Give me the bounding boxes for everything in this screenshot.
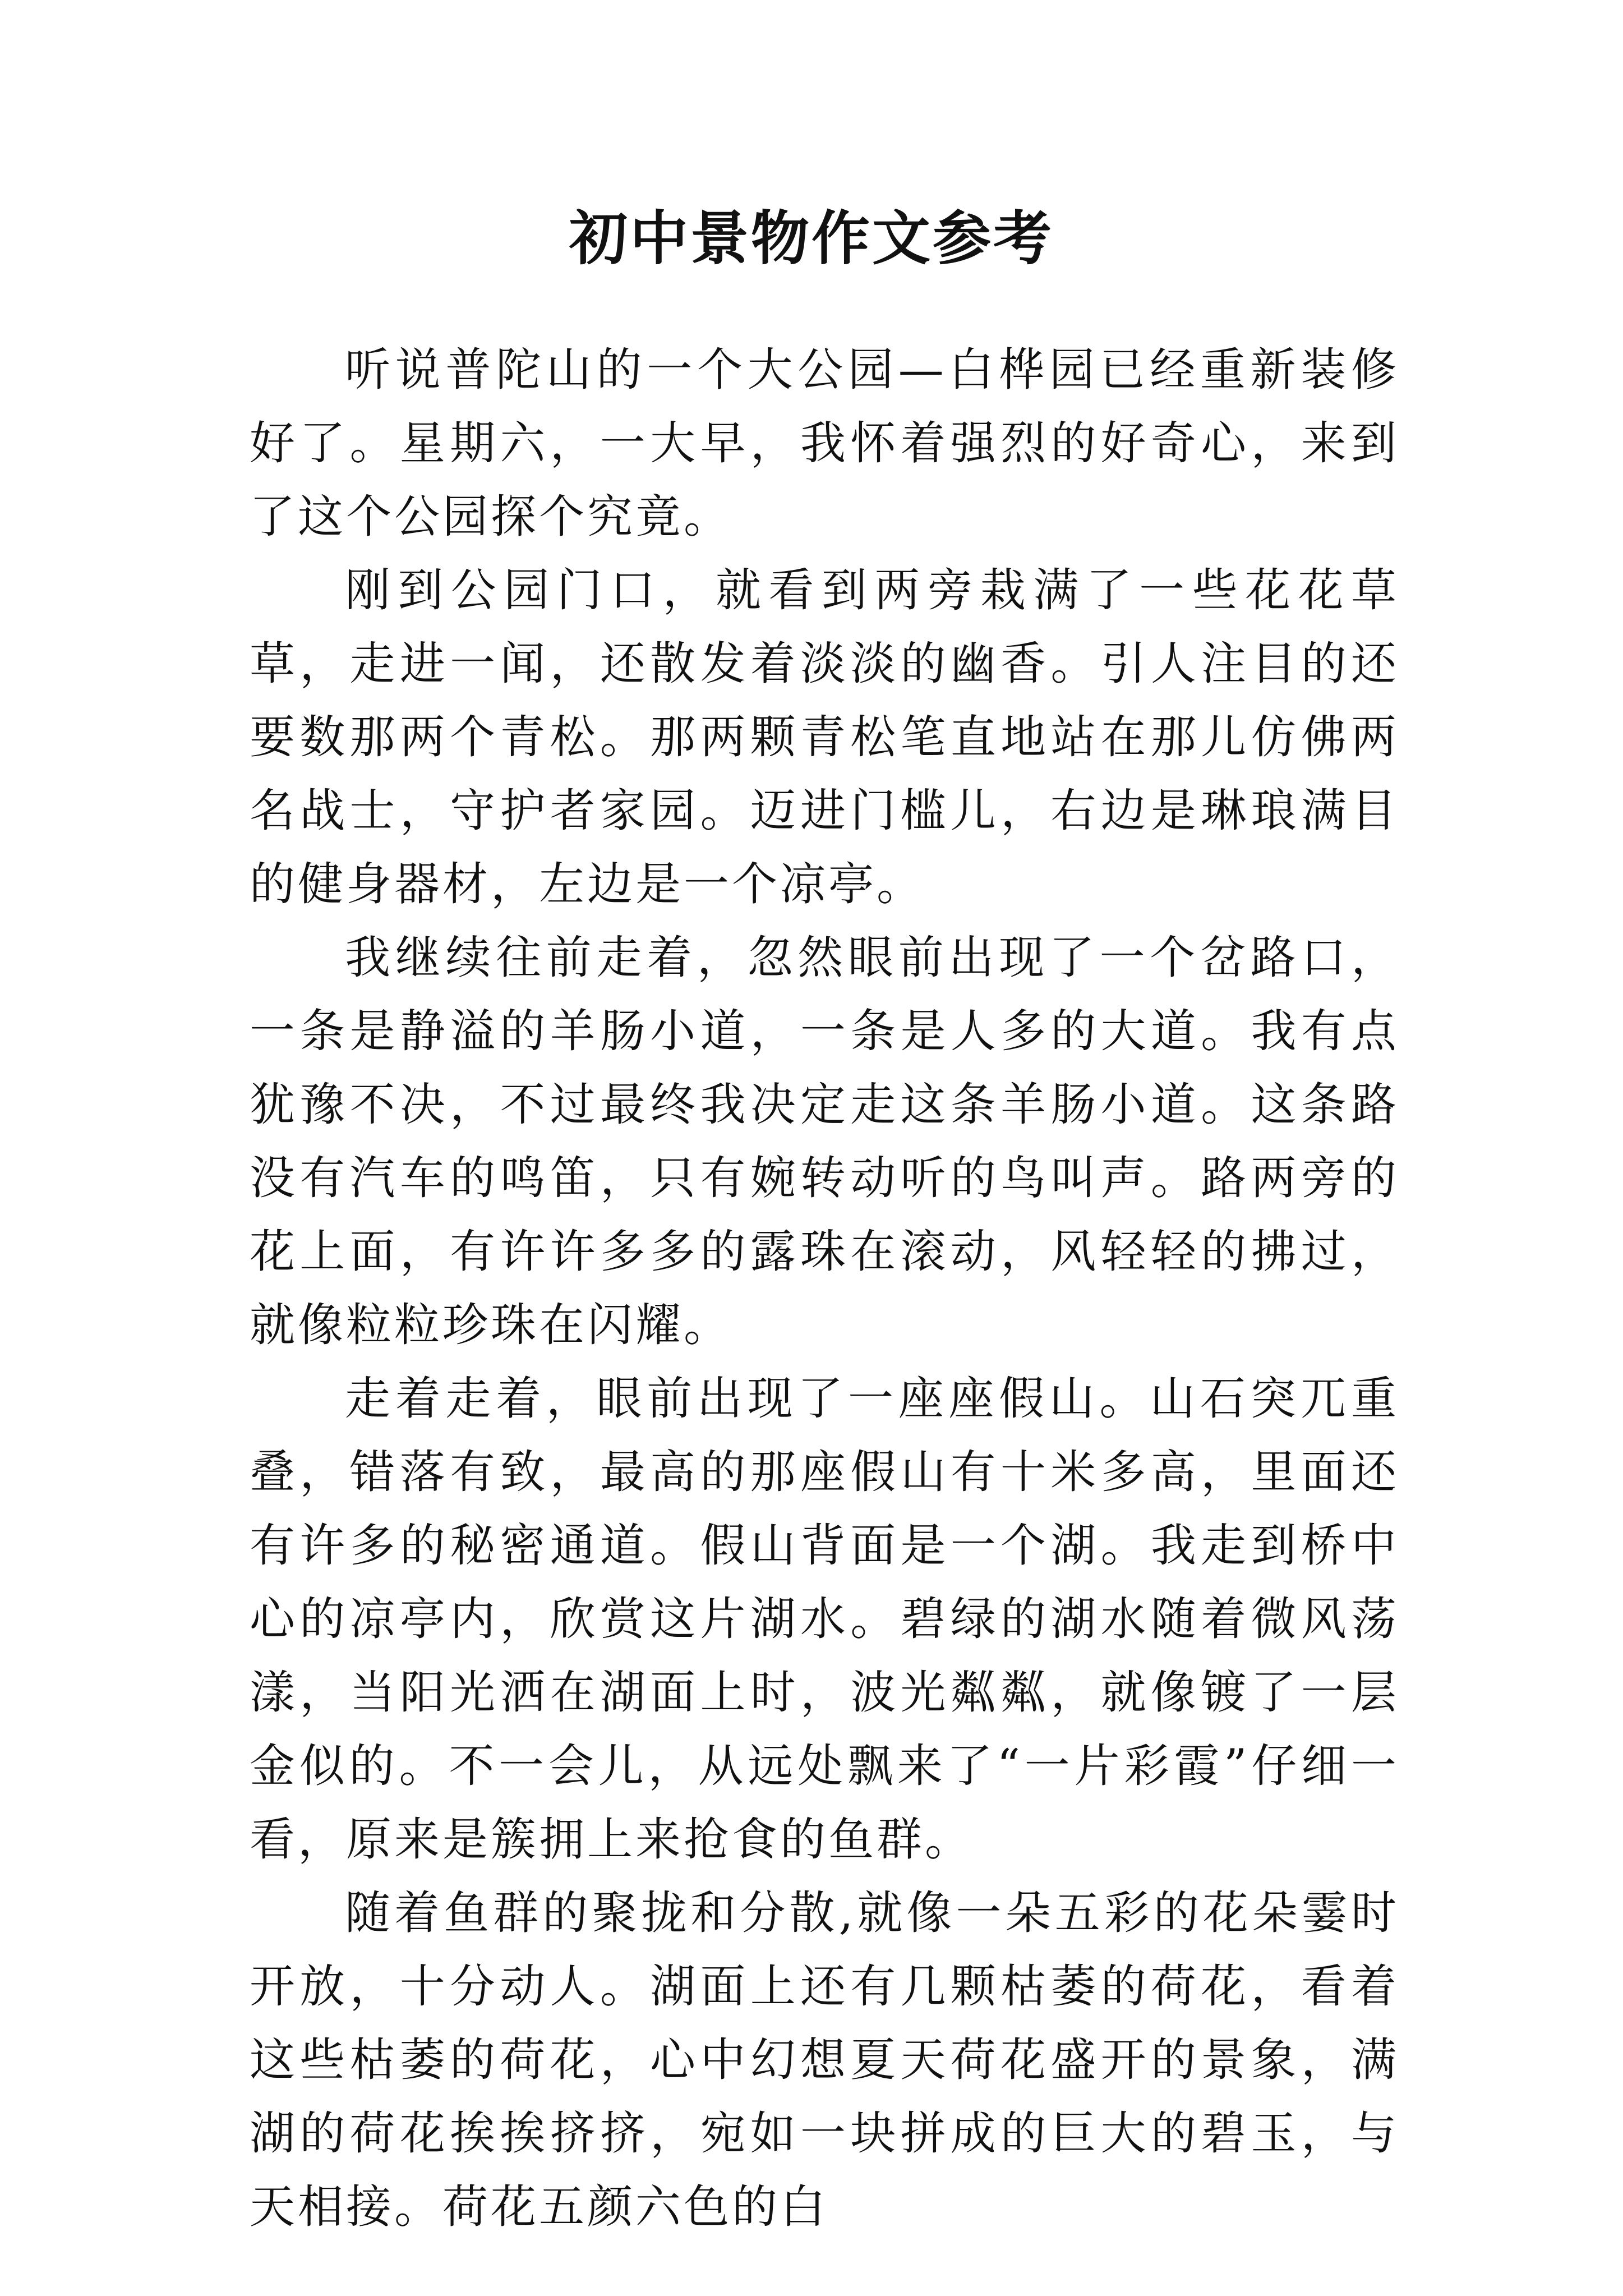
paragraph-4: 走着走着，眼前出现了一座座假山。山石突兀重叠，错落有致，最高的那座假山有十米多高，里面还有许多的秘密通道。假山背面是一个湖。我走到桥中心的凉亭内，欣赏这片湖水。碧绿的湖水随着微风荡漾，当阳光洒在湖面上时，波光粼粼，就像镀了一层金似的。不一会儿，从远处飘来了“一片彩霞”仔细一看，原来是簇拥上来抢食的鱼群。 bbox=[250, 1373, 1399, 1866]
paragraph-5: 随着鱼群的聚拢和分散,就像一朵五彩的花朵霎时开放，十分动人。湖面上还有几颗枯萎的荷花，看着这些枯萎的荷花，心中幻想夏天荷花盛开的景象，满湖的荷花挨挨挤挤，宛如一块拼成的巨大的碧玉，与天相接。荷花五颜六色的白 bbox=[250, 1887, 1399, 2234]
document-body bbox=[250, 334, 1399, 2244]
paragraph-1: 听说普陀山的一个大公园—白桦园已经重新装修好了。星期六，一大早，我怀着强烈的好奇心，来到了这个公园探个究竟。 bbox=[250, 344, 1399, 544]
paragraph-2: 刚到公园门口，就看到两旁栽满了一些花花草草，走进一闻，还散发着淡淡的幽香。引人注目的还要数那两个青松。那两颗青松笔直地站在那儿仿佛两名战士，守护者家园。迈进门槛儿，右边是琳琅满目的健身器材，左边是一个凉亭。 bbox=[250, 564, 1399, 911]
document-title: 初中景物作文参考 bbox=[569, 204, 1054, 273]
paragraph-3: 我继续往前走着，忽然眼前出现了一个岔路口，一条是静溢的羊肠小道，一条是人多的大道。我有点犹豫不决，不过最终我决定走这条羊肠小道。这条路没有汽车的鸣笛，只有婉转动听的鸟叫声。路两旁的花上面，有许许多多的露珠在滚动，风轻轻的拂过，就像粒粒珍珠在闪耀。 bbox=[250, 932, 1399, 1352]
